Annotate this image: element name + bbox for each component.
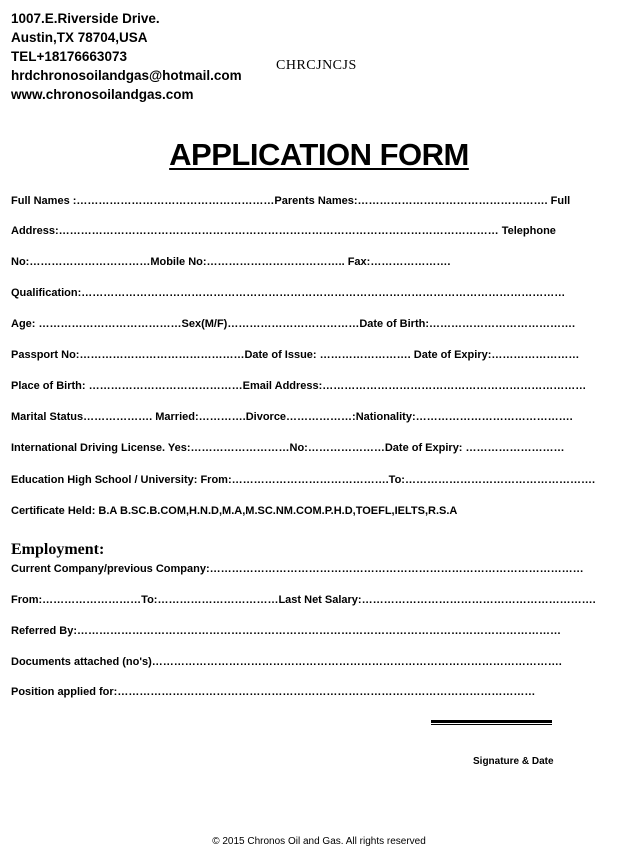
form-line-marital-status: Marital Status………………. Married:………….Divorce………………:Nationality:……………………………………. [11,411,573,423]
form-line-full-names: Full Names :………………………………………………Parents Names:……………………………………………. Full [11,195,571,207]
address-city: Austin,TX 78704,USA [11,30,148,45]
form-line-telephone: No:……………………………Mobile No:……………………………….. Fax:…………………. [11,256,451,268]
form-line-age: Age: …………………………………Sex(M/F)………………………………Date of Birth:…………………………………. [11,318,576,330]
form-line-certificate: Certificate Held: B.A B.SC.B.COM,H.N.D,M.A,M.SC.NM.COM.P.H.D,TOEFL,IELTS,R.S.A [11,505,458,517]
form-line-address: Address:………………………………………………………………………………………………………… Telephone [11,225,556,237]
form-title: APPLICATION FORM [169,137,469,172]
form-line-driving-license: International Driving License. Yes:………………………No:…………………Date of Expiry: ……………………… [11,442,565,454]
address-street: 1007.E.Riverside Drive. [11,11,160,26]
form-line-documents: Documents attached (no's)…………………………………………………………………………………………………. [11,656,562,668]
address-website: www.chronosoilandgas.com [11,87,194,102]
form-line-from-to-salary: From:………………………To:……………………………Last Net Salary:………………………………………………………. [11,594,596,606]
form-line-position: Position applied for:…………………………………………………………………………………………………… [11,686,536,698]
employment-heading: Employment: [11,541,105,558]
address-email: hrdchronosoilandgas@hotmail.com [11,68,242,83]
company-address-block [11,9,242,104]
form-line-education: Education High School / University: From:…………………………………….To:……………………………………………. [11,474,596,486]
form-line-place-of-birth: Place of Birth: ……………………………………Email Address:……………………………………………………………… [11,380,587,392]
signature-line [431,720,552,723]
copyright-footer: © 2015 Chronos Oil and Gas. All rights reserved [212,836,426,847]
form-line-qualification: Qualification:…………………………………………………………………………………………………………………… [11,287,566,299]
form-line-referred-by: Referred By:…………………………………………………………………………………………………………………… [11,625,562,637]
form-line-company: Current Company/previous Company:………………………………………………………………………………………… [11,563,584,575]
form-line-passport: Passport No:………………………………………Date of Issue: ……………………. Date of Expiry:…………………… [11,349,580,361]
address-telephone: TEL+18176663073 [11,49,127,64]
company-logo-text: CHRCJNCJS [276,58,357,73]
signature-label: Signature & Date [473,756,554,767]
